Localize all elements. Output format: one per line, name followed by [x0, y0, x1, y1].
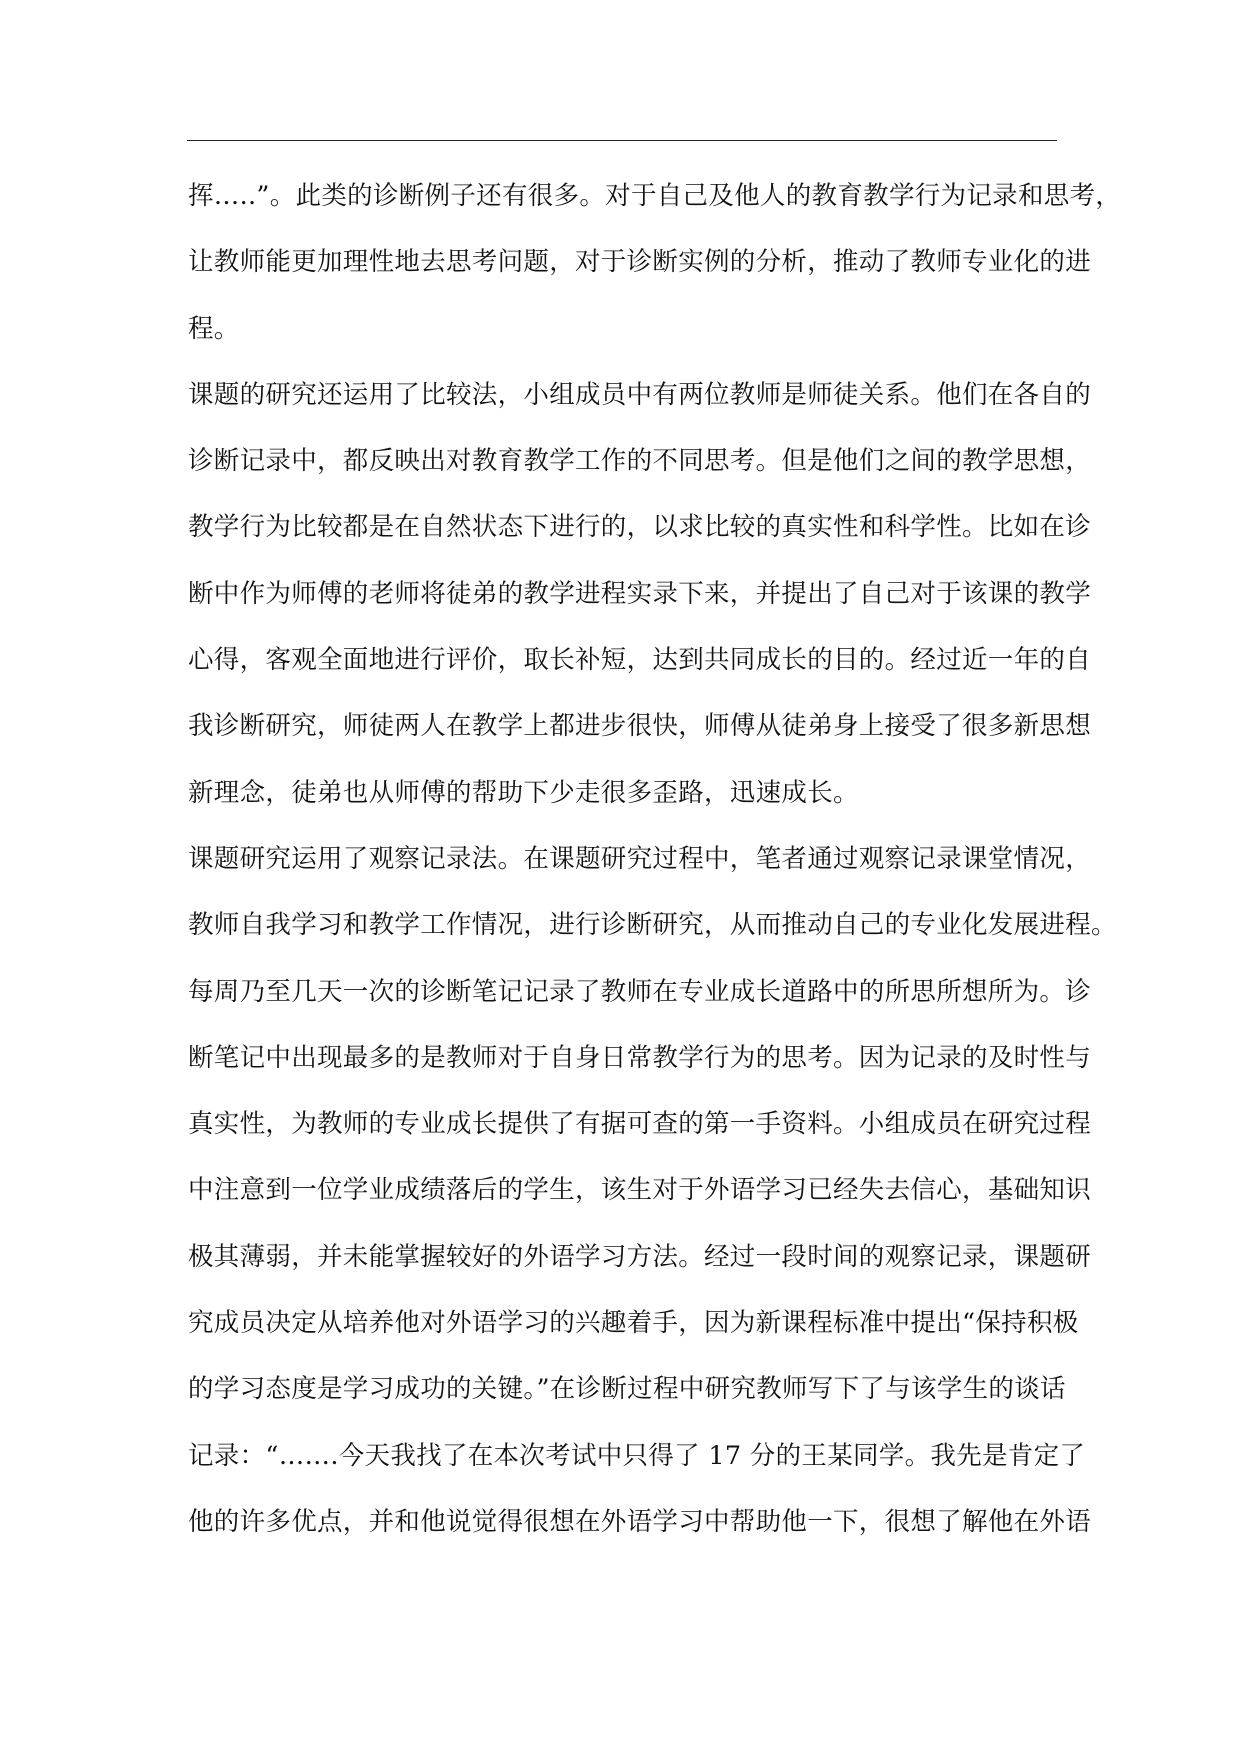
text-line: 每周乃至几天一次的诊断笔记记录了教师在专业成长道路中的所思所想所为。诊: [188, 976, 1092, 1007]
document-body: [188, 163, 1122, 1555]
text-line: 新理念，徒弟也从师傅的帮助下少走很多歪路，迅速成长。: [188, 777, 859, 808]
header-rule: [187, 140, 1057, 141]
text-line: 的学习态度是学习成功的关键。”在诊断过程中研究教师写下了与该学生的谈话: [188, 1374, 1066, 1405]
text-line: 究成员决定从培养他对外语学习的兴趣着手，因为新课程标准中提出“保持积极: [188, 1308, 1079, 1339]
text-line: 挥…..”。此类的诊断例子还有很多。对于自己及他人的教育教学行为记录和思考，: [188, 181, 1122, 211]
text-line: 我诊断研究，师徒两人在教学上都进步很快，师傅从徒弟身上接受了很多新思想: [188, 711, 1092, 742]
text-line: 诊断记录中，都反映出对教育教学工作的不同思考。但是他们之间的教学思想，: [188, 446, 1092, 477]
text-line: 他的许多优点，并和他说觉得很想在外语学习中帮助他一下，很想了解他在外语: [188, 1506, 1092, 1537]
text-line: 中注意到一位学业成绩落后的学生，该生对于外语学习已经失去信心，基础知识: [188, 1175, 1092, 1206]
text-line: 断笔记中出现最多的是教师对于自身日常教学行为的思考。因为记录的及时性与: [188, 1042, 1092, 1073]
text-line: 让教师能更加理性地去思考问题，对于诊断实例的分析，推动了教师专业化的进: [188, 247, 1092, 278]
text-line: 教师自我学习和教学工作情况，进行诊断研究，从而推动自己的专业化发展进程。: [188, 910, 1117, 941]
text-line: 课题研究运用了观察记录法。在课题研究过程中，笔者通过观察记录课堂情况，: [188, 843, 1092, 874]
text-line: 断中作为师傅的老师将徒弟的教学进程实录下来，并提出了自己对于该课的教学: [188, 578, 1092, 609]
text-line: 记录：“…….今天我找了在本次考试中只得了 17 分的王某同学。我先是肯定了: [188, 1440, 1086, 1471]
text-line: 课题的研究还运用了比较法，小组成员中有两位教师是师徒关系。他们在各自的: [188, 379, 1092, 410]
text-line: 程。: [188, 313, 240, 344]
text-line: 真实性，为教师的专业成长提供了有据可查的第一手资料。小组成员在研究过程: [188, 1109, 1092, 1140]
text-line: 极其薄弱，并未能掌握较好的外语学习方法。经过一段时间的观察记录，课题研: [188, 1241, 1092, 1272]
text-line: 心得，客观全面地进行评价，取长补短，达到共同成长的目的。经过近一年的自: [188, 645, 1092, 676]
text-line: 教学行为比较都是在自然状态下进行的，以求比较的真实性和科学性。比如在诊: [188, 512, 1092, 543]
